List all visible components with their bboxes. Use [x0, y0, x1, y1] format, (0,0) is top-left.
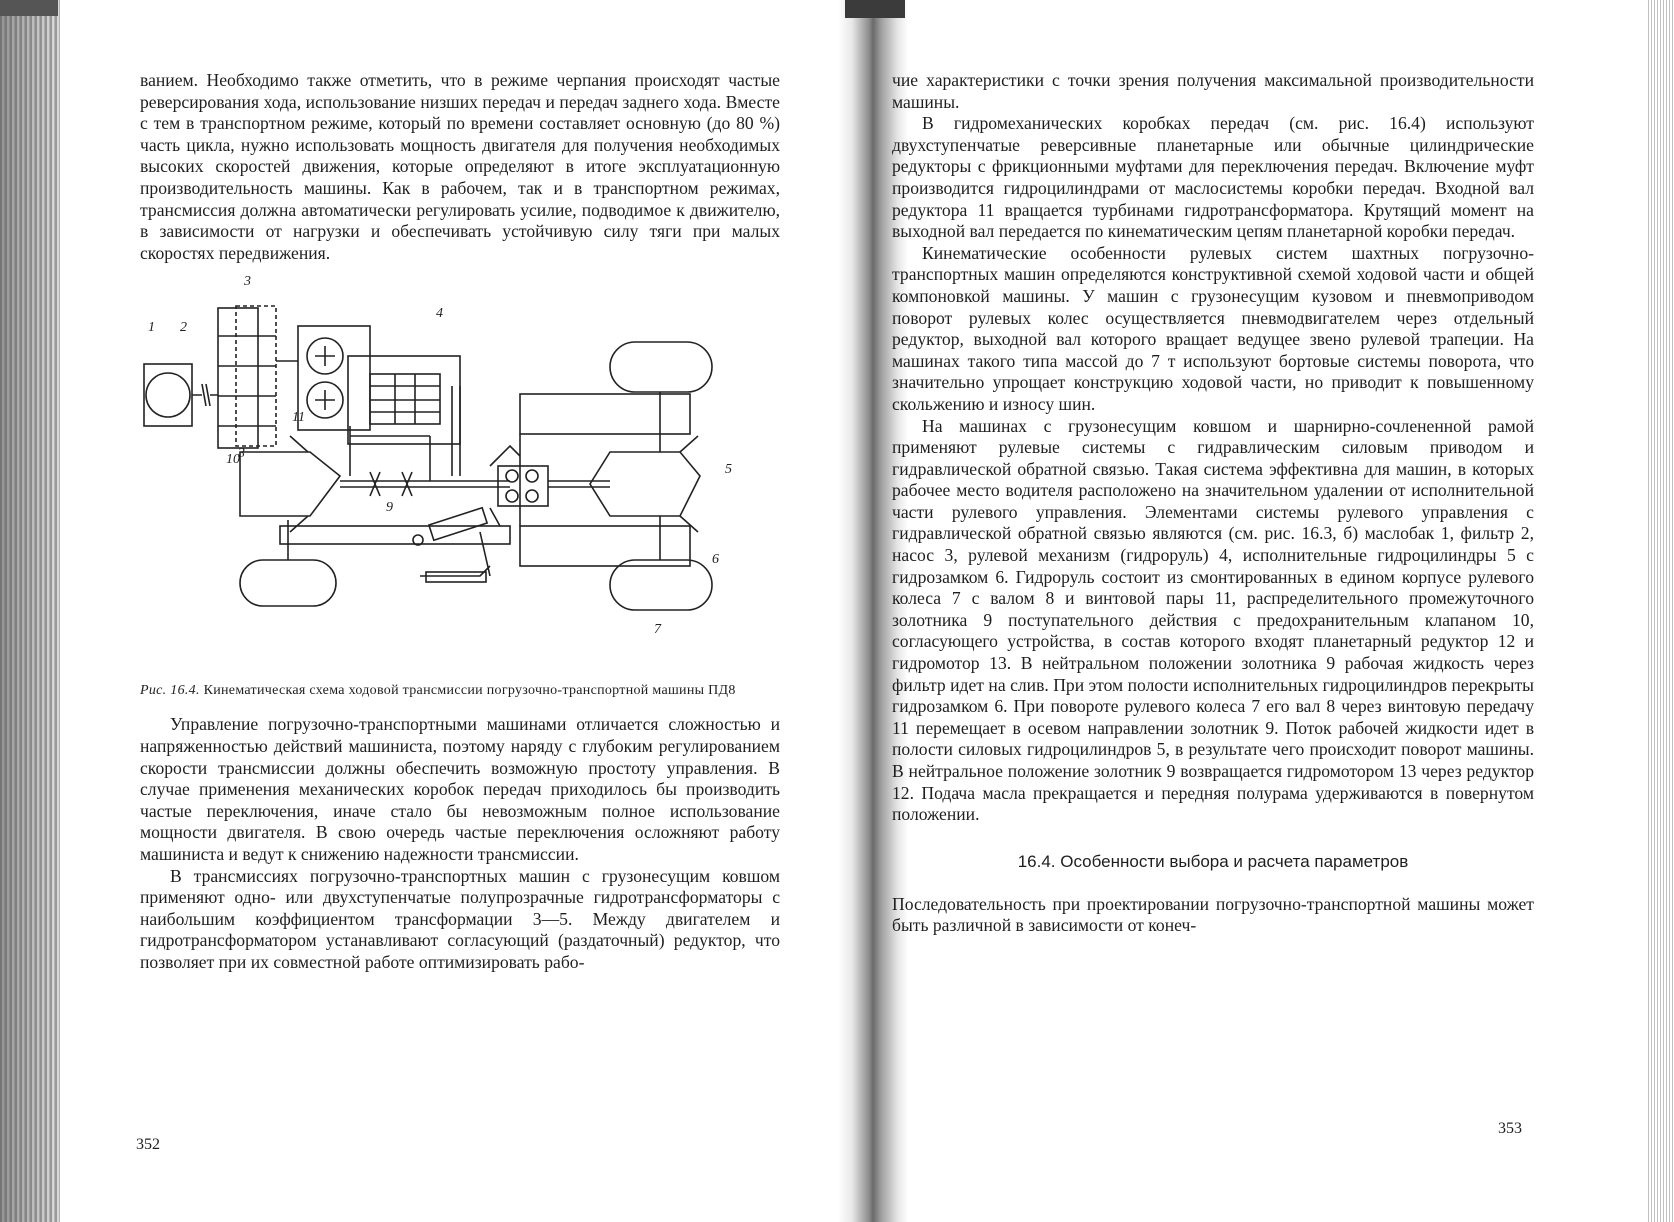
scan-corner: [0, 0, 58, 16]
diagram-drawing: [140, 276, 780, 676]
paragraph: чие характеристики с точки зрения получения максимальной производительности машины.: [892, 70, 1534, 112]
paragraph: В трансмиссиях погрузочно-транспортных машин с грузонесущим ковшом применяют одно- или двухступенчатые полупрозрачные гидротрансформаторы с наибольшим коэффициентом трансформации 3—5. Между двигателем и гидротрансформатором устанавливают согласующий (раздаточный) редуктор, что позволяет при их совместной работе оптимизировать рабо-: [140, 865, 780, 972]
right-page: [892, 70, 1534, 937]
diagram-label: 3: [238, 446, 245, 462]
page-stack-edge-left: [0, 0, 60, 1222]
diagram-label: 9: [386, 500, 393, 516]
diagram-label: 6: [712, 552, 719, 568]
left-text-block: [140, 70, 780, 264]
caption-text: Кинематическая схема ходовой трансмиссии погрузочно-транспортной машины ПД8: [203, 683, 736, 699]
diagram-label: 7: [654, 622, 661, 638]
paragraph: Кинематические особенности рулевых систем шахтных погрузочно-транспортных машин определяются конструктивной схемой ходовой части и общей компоновкой машины. У машин с грузонесущим кузовом и пневмоприводом поворот рулевых колес осуществляется пневмодвигателем через отдельный редуктор, выходной вал которого вращает ведущее звено рулевой трапеции. На машинах такого типа массой до 7 т используют бортовые системы поворота, что значительно упрощает конструкцию ходовой части, но приводит к повышенному скольжению и износу шин.: [892, 242, 1534, 414]
diagram-label: 10: [226, 452, 240, 468]
diagram-label: 11: [292, 410, 305, 426]
figure-caption: [140, 682, 780, 700]
scan-corner: [845, 0, 905, 18]
diagram-label: 2: [180, 320, 187, 336]
diagram-label: 4: [436, 306, 443, 322]
section-heading: 16.4. Особенности выбора и расчета параметров: [1017, 851, 1409, 871]
right-text-block: [892, 70, 1534, 826]
left-text-block: [140, 714, 780, 973]
page-stack-edge-right: [1648, 0, 1674, 1222]
paragraph: В гидромеханических коробках передач (см. рис. 16.4) используют двухступенчатые реверсивные планетарные или обычные цилиндрические редукторы с фрикционными муфтами для переключения передач. Включение муфт производится гидроцилиндрами от маслосистемы коробки передач. Входной вал редуктора 11 вращается турбинами гидротрансформатора. Крутящий момент на выходной вал передается по кинематическим цепям планетарной коробки передач.: [892, 113, 1534, 242]
paragraph: Последовательность при проектировании погрузочно-транспортной машины может быть различной в зависимости от конеч-: [892, 893, 1534, 936]
page-number: 352: [136, 1136, 160, 1153]
page-number: 353: [1498, 1120, 1522, 1137]
diagram-label: 3: [244, 274, 251, 290]
left-page: [140, 70, 780, 973]
paragraph: Управление погрузочно-транспортными машинами отличается сложностью и напряженностью действий машиниста, поэтому наряду с глубоким регулированием скорости трансмиссии должны обеспечить возможную простоту управления. В случае применения механических коробок передач приходилось бы производить частые переключения, иначе стало бы невозможным полное использование мощности двигателя. В свою очередь частые переключения осложняют работу машиниста и ведут к снижению надежности трансмиссии.: [140, 714, 780, 864]
diagram-label: 1: [148, 320, 155, 336]
kinematic-diagram: [140, 276, 780, 676]
caption-label: Рис. 16.4.: [140, 683, 200, 699]
right-text-block: [892, 894, 1534, 937]
diagram-label: 5: [725, 462, 732, 478]
paragraph: ванием. Необходимо также отметить, что в режиме черпания происходят частые реверсирования хода, использование низших передач и передач заднего хода. Вместе с тем в транспортном режиме, который по времени составляет основную (до 80 %) часть цикла, нужно использовать мощность двигателя для получения необходимых высоких скоростей движения, которые определяют в итоге эксплуатационную производительность машины. Как в рабочем, так и в транспортном режимах, трансмиссия должна автоматически регулировать усилие, подводимое к движителю, в зависимости от нагрузки и обеспечивать устойчивую силу тяги при малых скоростях передвижения.: [140, 70, 780, 263]
paragraph: На машинах с грузонесущим ковшом и шарнирно-сочлененной рамой применяют рулевые системы с гидравлическим силовым приводом и гидравлической обратной связью. Такая система эффективна для машин, в которых рабочее место водителя расположено на значительном удалении от исполнительной части рулевого управления. Элементами системы рулевого управления с гидравлической обратной связью являются (см. рис. 16.3, б) маслобак 1, фильтр 2, насос 3, рулевой механизм (гидроруль) 4, исполнительные гидроцилиндры 5 с гидрозамком 6. Гидроруль состоит из смонтированных в едином корпусе рулевого колеса 7 с валом 8 и винтовой пары 11, распределительного промежуточного золотника 9 поступательного действия с предохранительным клапаном 10, согласующего устройства, в состав которого входят планетарный редуктор 12 и гидромотор 13. В нейтральном положении золотника 9 рабочая жидкость через фильтр идет на слив. При этом полости исполнительных гидроцилиндров перекрыты гидрозамком 6. При повороте рулевого колеса 7 его вал 8 через винтовую передачу 11 перемещает в осевом направлении золотник 9. Поток рабочей жидкости идет в полости силовых гидроцилиндров 5, в результате чего происходит поворот машины. В нейтральное положение золотник 9 возвращается гидромотором 13 через редуктор 12. Подача масла прекращается и передняя полурама удерживаются в повернутом положении.: [892, 415, 1534, 825]
